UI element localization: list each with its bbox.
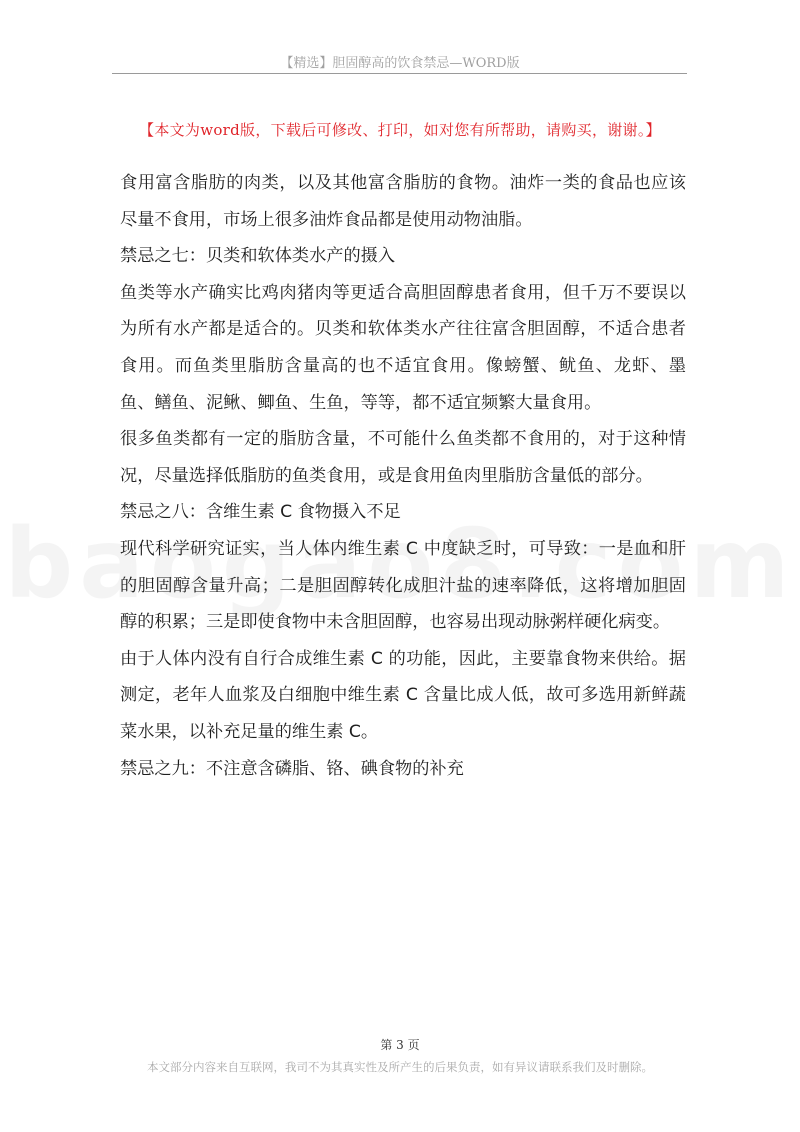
paragraph-low-fat-fish: 很多鱼类都有一定的脂肪含量，不可能什么鱼类都不食用的，对于这种情况，尽量选择低脂肪的鱼类食用，或是食用鱼肉里脂肪含量低的部分。	[120, 429, 686, 486]
document-body	[120, 165, 686, 787]
paragraph-vitamin-c-sources: 由于人体内没有自行合成维生素 C 的功能，因此，主要靠食物来供给。据测定，老年人血浆及白细胞中维生素 C 含量比成人低，故可多选用新鲜蔬菜水果，以补充足量的维生素 C。	[120, 648, 686, 742]
header-title: 【精选】胆固醇高的饮食禁忌—WORD版	[280, 56, 520, 71]
paragraph-vitamin-c-research: 现代科学研究证实，当人体内维生素 C 中度缺乏时，可导致：一是血和肝的胆固醇含量升高；二是胆固醇转化成胆汁盐的速率降低，这将增加胆固醇的积累；三是即使食物中未含胆固醇，也容易出现动脉粥样硬化病变。	[120, 538, 686, 633]
footer-disclaimer: 本文部分内容来自互联网，我司不为其真实性及所产生的后果负责，如有异议请联系我们及时删除。	[147, 1060, 653, 1074]
heading-taboo-9: 禁忌之九：不注意含磷脂、铬、碘食物的补充	[120, 758, 464, 779]
page-number: 第 3 页	[380, 1038, 420, 1052]
header-divider	[112, 73, 687, 74]
paragraph-seafood: 鱼类等水产确实比鸡肉猪肉等更适合高胆固醇患者食用，但千万不要误以为所有水产都是适合的。贝类和软体类水产往往富含胆固醇，不适合患者食用。而鱼类里脂肪含量高的也不适宜食用。像螃蟹、鱿鱼、龙虾、墨鱼、鳝鱼、泥鳅、鲫鱼、生鱼，等等，都不适宜频繁大量食用。	[120, 282, 686, 413]
heading-taboo-7: 禁忌之七：贝类和软体类水产的摄入	[120, 246, 396, 267]
heading-taboo-8: 禁忌之八：含维生素 C 食物摄入不足	[120, 502, 401, 523]
paragraph-fried-food: 食用富含脂肪的肉类，以及其他富含脂肪的食物。油炸一类的食品也应该尽量不食用，市场上很多油炸食品都是使用动物油脂。	[120, 173, 686, 230]
purchase-notice: 【本文为word版，下载后可修改、打印，如对您有所帮助，请购买，谢谢。】	[139, 121, 661, 139]
